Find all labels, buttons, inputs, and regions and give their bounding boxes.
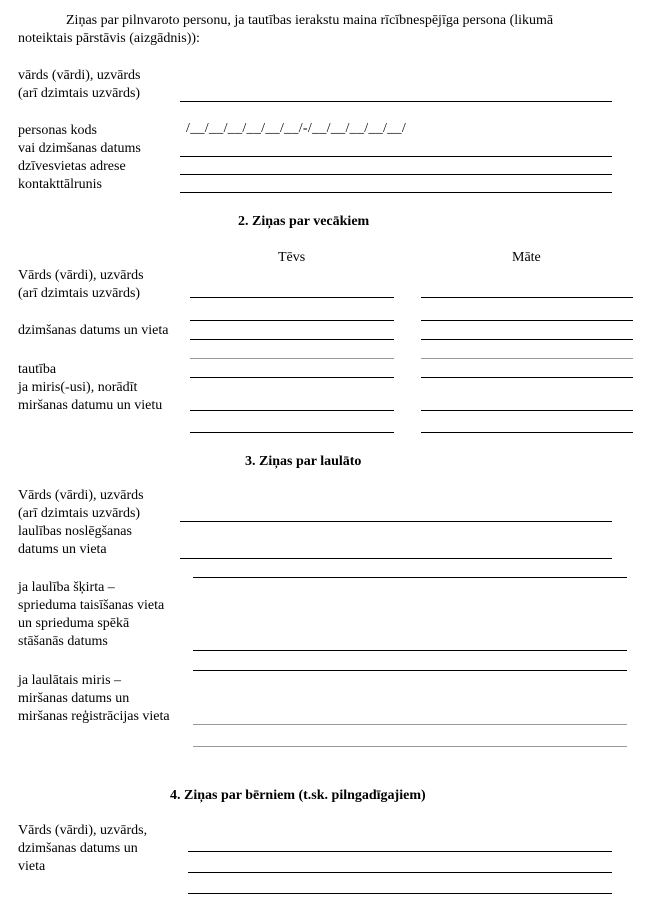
mother-birth-field[interactable] <box>421 339 633 340</box>
father-name-field[interactable] <box>190 297 394 298</box>
mother-birth-field-2[interactable] <box>421 358 633 359</box>
person-address-label: dzīvesvietas adrese <box>18 159 126 174</box>
mother-name-field[interactable] <box>421 297 633 298</box>
person-name-label-2: (arī dzimtais uzvārds) <box>18 86 141 101</box>
children-field-2[interactable] <box>188 872 612 873</box>
intro-line-2: noteiktais pārstāvis (aizgādnis)): <box>18 31 200 46</box>
person-birth-field[interactable] <box>180 156 612 157</box>
children-field[interactable] <box>188 851 612 852</box>
mother-name-field-2[interactable] <box>421 320 633 321</box>
divorce-label-3: un sprieduma spēkā <box>18 616 130 631</box>
section-3-title: 3. Ziņas par laulāto <box>245 454 362 469</box>
divorce-field[interactable] <box>193 650 627 651</box>
person-phone-label: kontakttālrunis <box>18 177 102 192</box>
marriage-label-2: datums un vieta <box>18 542 107 557</box>
person-code-label: personas kods <box>18 123 97 138</box>
divorce-label-2: sprieduma taisīšanas vieta <box>18 598 165 613</box>
mother-deceased-field-2[interactable] <box>421 432 633 433</box>
intro-text <box>18 12 618 48</box>
divorce-label-4: stāšanās datums <box>18 634 108 649</box>
parents-name-label-1: Vārds (vārdi), uzvārds <box>18 268 144 283</box>
person-address-field[interactable] <box>180 174 612 175</box>
father-deceased-field[interactable] <box>190 410 394 411</box>
divorce-label-1: ja laulība šķirta – <box>18 580 115 595</box>
father-column-header: Tēvs <box>278 250 306 265</box>
death-label-3: miršanas reģistrācijas vieta <box>18 709 170 724</box>
mother-nationality-field[interactable] <box>421 377 633 378</box>
father-deceased-field-2[interactable] <box>190 432 394 433</box>
person-code-field[interactable]: /__/__/__/__/__/__/-/__/__/__/__/__/ <box>186 121 407 136</box>
marriage-field[interactable] <box>180 558 612 559</box>
section-4-title: 4. Ziņas par bērniem (t.sk. pilngadīgajiem) <box>170 788 426 803</box>
marriage-field-2[interactable] <box>193 577 627 578</box>
parents-deceased-label-1: ja miris(-usi), norādīt <box>18 380 138 395</box>
father-birth-field[interactable] <box>190 339 394 340</box>
father-birth-field-2[interactable] <box>190 358 394 359</box>
spouse-name-label-1: Vārds (vārdi), uzvārds <box>18 488 144 503</box>
mother-deceased-field[interactable] <box>421 410 633 411</box>
death-field[interactable] <box>193 724 627 725</box>
death-field-2[interactable] <box>193 746 627 747</box>
parents-nationality-label: tautība <box>18 362 57 377</box>
person-name-field[interactable] <box>180 101 612 102</box>
intro-line-1: Ziņas par pilnvaroto personu, ja tautības ierakstu maina rīcībnespējīga persona (likumā <box>66 13 554 28</box>
spouse-name-field[interactable] <box>180 521 612 522</box>
person-phone-field[interactable] <box>180 192 612 193</box>
spouse-name-label-2: (arī dzimtais uzvārds) <box>18 506 141 521</box>
death-label-2: miršanas datums un <box>18 691 130 706</box>
children-label-3: vieta <box>18 859 46 874</box>
children-label-1: Vārds (vārdi), uzvārds, <box>18 823 148 838</box>
children-label-2: dzimšanas datums un <box>18 841 138 856</box>
mother-column-header: Māte <box>512 250 541 265</box>
father-nationality-field[interactable] <box>190 377 394 378</box>
marriage-label-1: laulības noslēgšanas <box>18 524 132 539</box>
parents-birth-label: dzimšanas datums un vieta <box>18 323 169 338</box>
divorce-field-2[interactable] <box>193 670 627 671</box>
person-birth-label: vai dzimšanas datums <box>18 141 141 156</box>
death-label-1: ja laulātais miris – <box>18 673 122 688</box>
person-name-label-1: vārds (vārdi), uzvārds <box>18 68 141 83</box>
father-name-field-2[interactable] <box>190 320 394 321</box>
children-field-3[interactable] <box>188 893 612 894</box>
section-2-title: 2. Ziņas par vecākiem <box>238 214 370 229</box>
parents-name-label-2: (arī dzimtais uzvārds) <box>18 286 141 301</box>
parents-deceased-label-2: miršanas datumu un vietu <box>18 398 163 413</box>
